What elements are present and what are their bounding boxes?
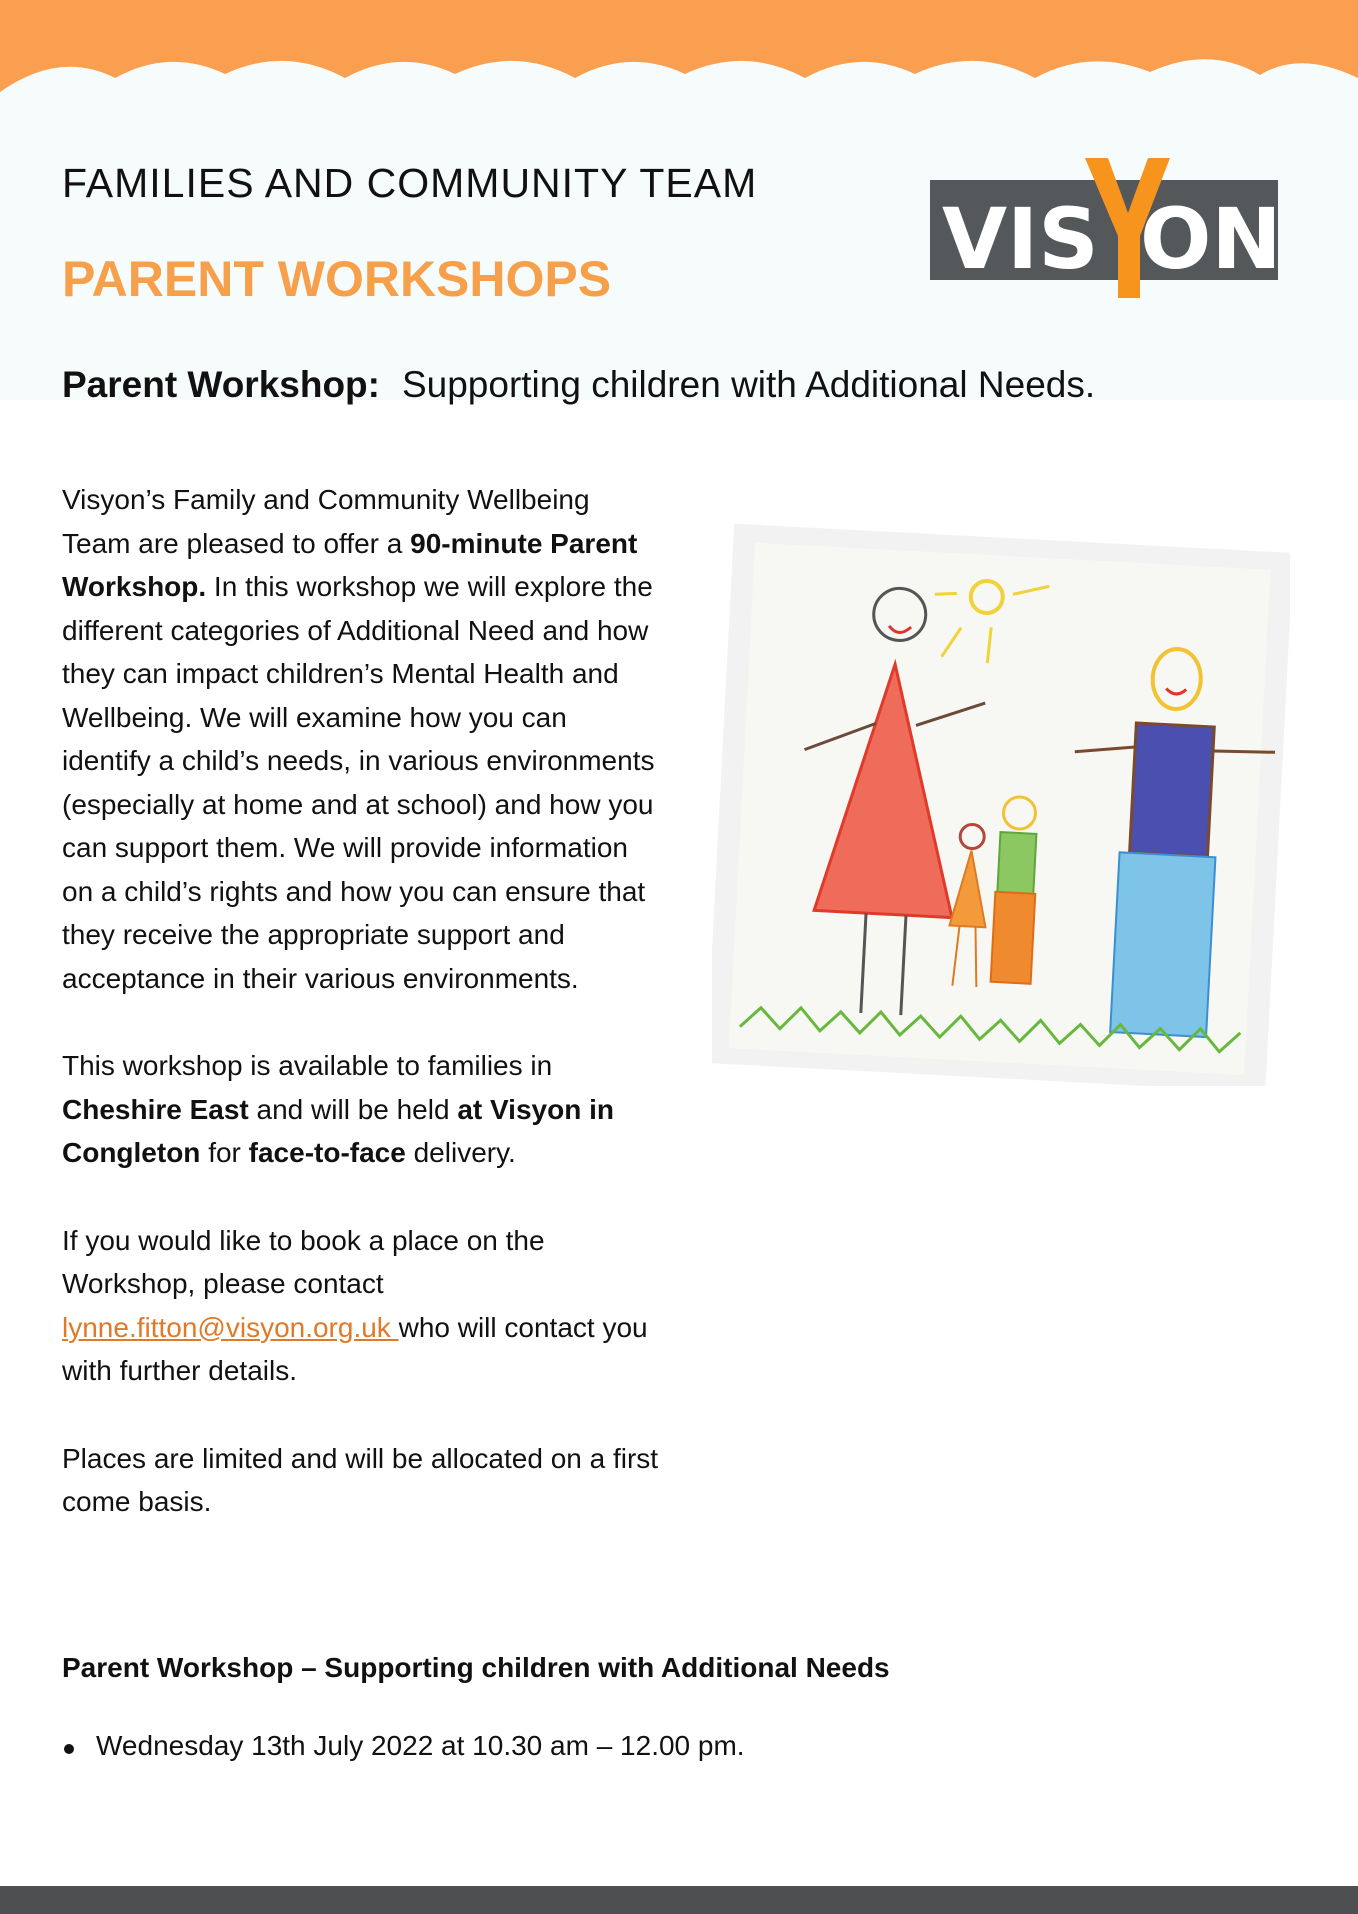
paragraph-intro (62, 478, 662, 1000)
intro-text-1: Visyon’s Family and Community Wellbeing Team are pleased to offer a (62, 484, 590, 559)
booking-text-2: who will contact you with further details. (62, 1311, 648, 1386)
location-venue: at Visyon in Congleton (62, 1093, 614, 1168)
location-text-1: This workshop is available to families in (62, 1050, 553, 1081)
body-text (62, 478, 662, 1524)
contact-email-link[interactable]: lynne.fitton@visyon.org.uk (62, 1311, 399, 1343)
intro-bold: 90-minute Parent Workshop. (62, 527, 638, 602)
location-text-4: delivery. (405, 1137, 516, 1168)
intro-text-2: In this workshop we will explore the different categories of Additional Need and how they can impact children’s Mental Health and Wellbeing. We will examine how you can identify a child’s needs, in various environments (especially at home and at school) and how you can support them. We will provide information on a child’s rights and how you can ensure that they receive the appropriate support and acceptance in their various environments. (62, 571, 655, 994)
family-drawing-image (712, 520, 1290, 1086)
schedule-title: Parent Workshop – Supporting children with Additional Needs (62, 1652, 890, 1683)
location-delivery: face-to-face (248, 1137, 406, 1168)
team-title: FAMILIES AND COMMUNITY TEAM (62, 160, 758, 206)
paragraph-places: Places are limited and will be allocated on a first come basis. (62, 1442, 659, 1517)
location-text-3: for (200, 1137, 249, 1168)
paragraph-location (62, 1044, 662, 1175)
footer-bar (0, 1886, 1358, 1914)
section-title: PARENT WORKSHOPS (62, 251, 612, 307)
subtitle-text: Supporting children with Additional Needs. (401, 364, 1096, 405)
logo-letter-y: Y (930, 158, 931, 159)
schedule-list (62, 1730, 745, 1762)
schedule-item (62, 1730, 745, 1762)
cloud-border (0, 0, 1358, 110)
visyon-logo (930, 158, 1286, 304)
bullet-icon (64, 1744, 74, 1754)
booking-text-1: If you would like to book a place on the Workshop, please contact (62, 1224, 545, 1299)
workshop-subtitle (62, 364, 1095, 406)
schedule-item-text: Wednesday 13th July 2022 at 10.30 am – 12.00 pm. (96, 1730, 745, 1761)
paragraph-booking (62, 1219, 662, 1393)
location-region: Cheshire East (62, 1093, 249, 1125)
logo-text-right: ON (1140, 190, 1282, 288)
logo-text-left: VIS (942, 190, 1099, 288)
location-text-2: and will be held (248, 1093, 458, 1125)
subtitle-label: Parent Workshop: (62, 364, 380, 405)
